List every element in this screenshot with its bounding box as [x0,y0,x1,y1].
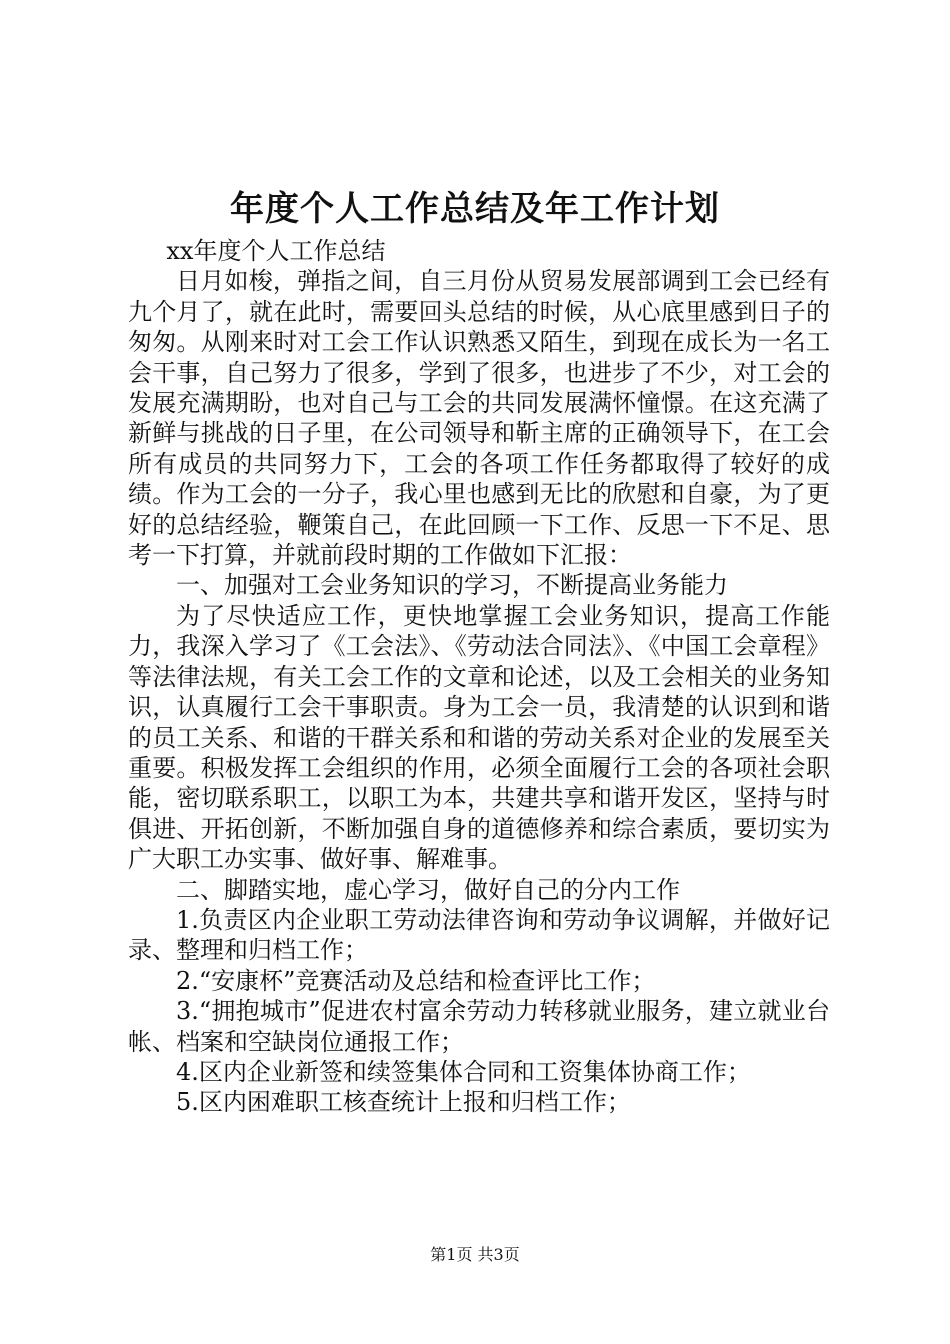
page-number-footer: 第1页 共3页 [430,1245,520,1264]
list-item-2: 2.“安康杯”竞赛活动及总结和检查评比工作； [176,966,656,995]
list-item-1: 1.负责区内企业职工劳动法律咨询和劳动争议调解，并做好记录、整理和归档工作； [128,905,830,965]
document-title: 年度个人工作总结及年工作计划 [230,189,720,229]
section-heading-1: 一、加强对工会业务知识的学习，不断提高业务能力 [176,571,728,600]
list-item-3: 3.“拥抱城市”促进农村富余劳动力转移就业服务，建立就业台帐、档案和空缺岗位通报工作； [128,997,830,1056]
list-item-4: 4.区内企业新签和续签集体合同和工资集体协商工作； [176,1057,751,1086]
document-body [128,236,830,1118]
list-item-5: 5.区内困难职工核查统计上报和归档工作； [176,1088,631,1117]
section-heading-2: 二、脚踏实地，虚心学习，做好自己的分内工作 [176,875,680,904]
paragraph-intro: 日月如梭，弹指之间，自三月份从贸易发展部调到工会已经有九个月了，就在此时，需要回头总结的时候，从心底里感到日子的匆匆。从刚来时对工会工作认识熟悉又陌生，到现在成长为一名工会干事，自己努力了很多，学到了很多，也进步了不少，对工会的发展充满期盼，也对自己与工会的共同发展满怀憧憬。在这充满了新鲜与挑战的日子里，在公司领导和靳主席的正确领导下，在工会所有成员的共同努力下，工会的各项工作任务都取得了较好的成绩。作为工会的一分子，我心里也感到无比的欣慰和自豪，为了更好的总结经验，鞭策自己，在此回顾一下工作、反思一下不足、思考一下打算，并就前段时期的工作做如下汇报： [128,267,830,570]
document-subtitle: xx年度个人工作总结 [166,237,386,265]
paragraph-section-1: 为了尽快适应工作，更快地掌握工会业务知识，提高工作能力，我深入学习了《工会法》、《劳动法合同法》、《中国工会章程》等法律法规，有关工会工作的文章和论述，以及工会相关的业务知识，认真履行工会干事职责。身为工会一员，我清楚的认识到和谐的员工关系、和谐的干群关系和和谐的劳动关系对企业的发展至关重要。积极发挥工会组织的作用，必须全面履行工会的各项社会职能，密切联系职工，以职工为本，共建共享和谐开发区，坚持与时俱进、开拓创新，不断加强自身的道德修养和综合素质，要切实为广大职工办实事、做好事、解难事。 [128,601,830,874]
